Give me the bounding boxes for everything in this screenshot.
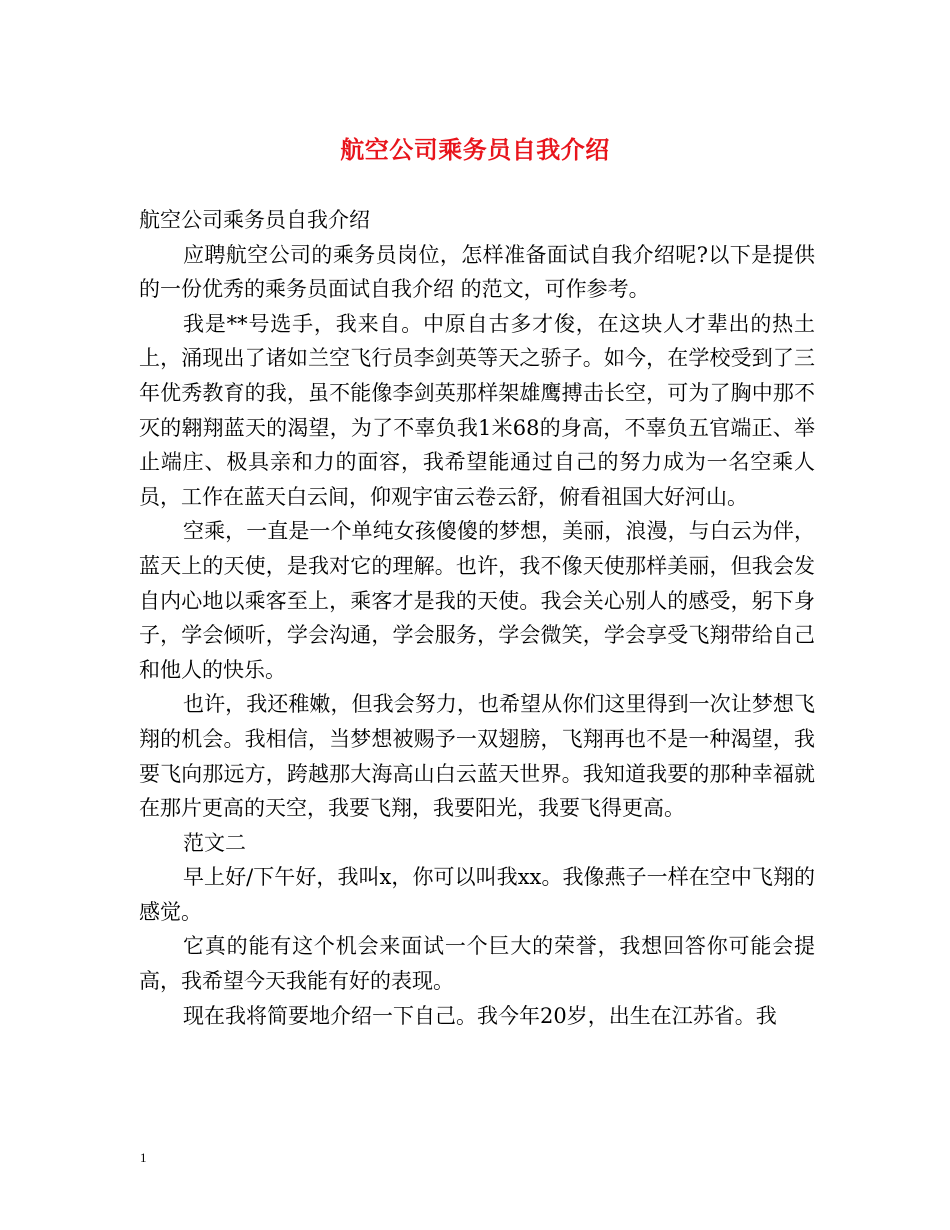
paragraph-intro: 应聘航空公司的乘务员岗位，怎样准备面试自我介绍呢?以下是提供的一份优秀的乘务员面试自我介绍 的范文，可作参考。 (139, 242, 815, 302)
body-heading: 航空公司乘务员自我介绍 (139, 208, 370, 232)
paragraph-honor: 它真的能有这个机会来面试一个巨大的荣誉，我想回答你可能会提高，我希望今天我能有好的表现。 (139, 934, 815, 994)
paragraph-background: 现在我将简要地介绍一下自己。我今年20岁，出生在江苏省。我 (183, 1003, 777, 1028)
document-title: 航空公司乘务员自我介绍 (340, 135, 610, 164)
page-number: 1 (140, 1150, 147, 1165)
paragraph-greeting: 早上好/下午好，我叫x，你可以叫我xx。我像燕子一样在空中飞翔的感觉。 (139, 865, 815, 924)
paragraph-hope: 也许，我还稚嫩，但我会努力，也希望从你们这里得到一次让梦想飞翔的机会。我相信，当梦想被赐予一双翅膀，飞翔再也不是一种渴望，我要飞向那远方，跨越那大海高山白云蓝天世界。我知道我要的那种幸福就在那片更高的天空，我要飞翔，我要阳光，我要飞得更高。 (139, 692, 815, 821)
document-body (139, 203, 815, 1033)
paragraph-dream: 空乘，一直是一个单纯女孩傻傻的梦想，美丽，浪漫，与白云为伴，蓝天上的天使，是我对它的理解。也许，我不像天使那样美丽，但我会发自内心地以乘客至上，乘客才是我的天使。我会关心别人的感受，躬下身子，学会倾听，学会沟通，学会服务，学会微笑，学会享受飞翔带给自己和他人的快乐。 (139, 519, 815, 682)
section-heading-sample-two: 范文二 (183, 830, 246, 855)
paragraph-self-intro: 我是**号选手，我来自。中原自古多才俊，在这块人才辈出的热土上，涌现出了诸如兰空飞行员李剑英等天之骄子。如今，在学校受到了三年优秀教育的我，虽不能像李剑英那样架雄鹰搏击长空，可为了胸中那不灭的翱翔蓝天的渴望，为了不辜负我1米68的身高，不辜负五官端正、举止端庄、极具亲和力的面容，我希望能通过自己的努力成为一名空乘人员，工作在蓝天白云间，仰观宇宙云卷云舒，俯看祖国大好河山。 (139, 311, 815, 509)
